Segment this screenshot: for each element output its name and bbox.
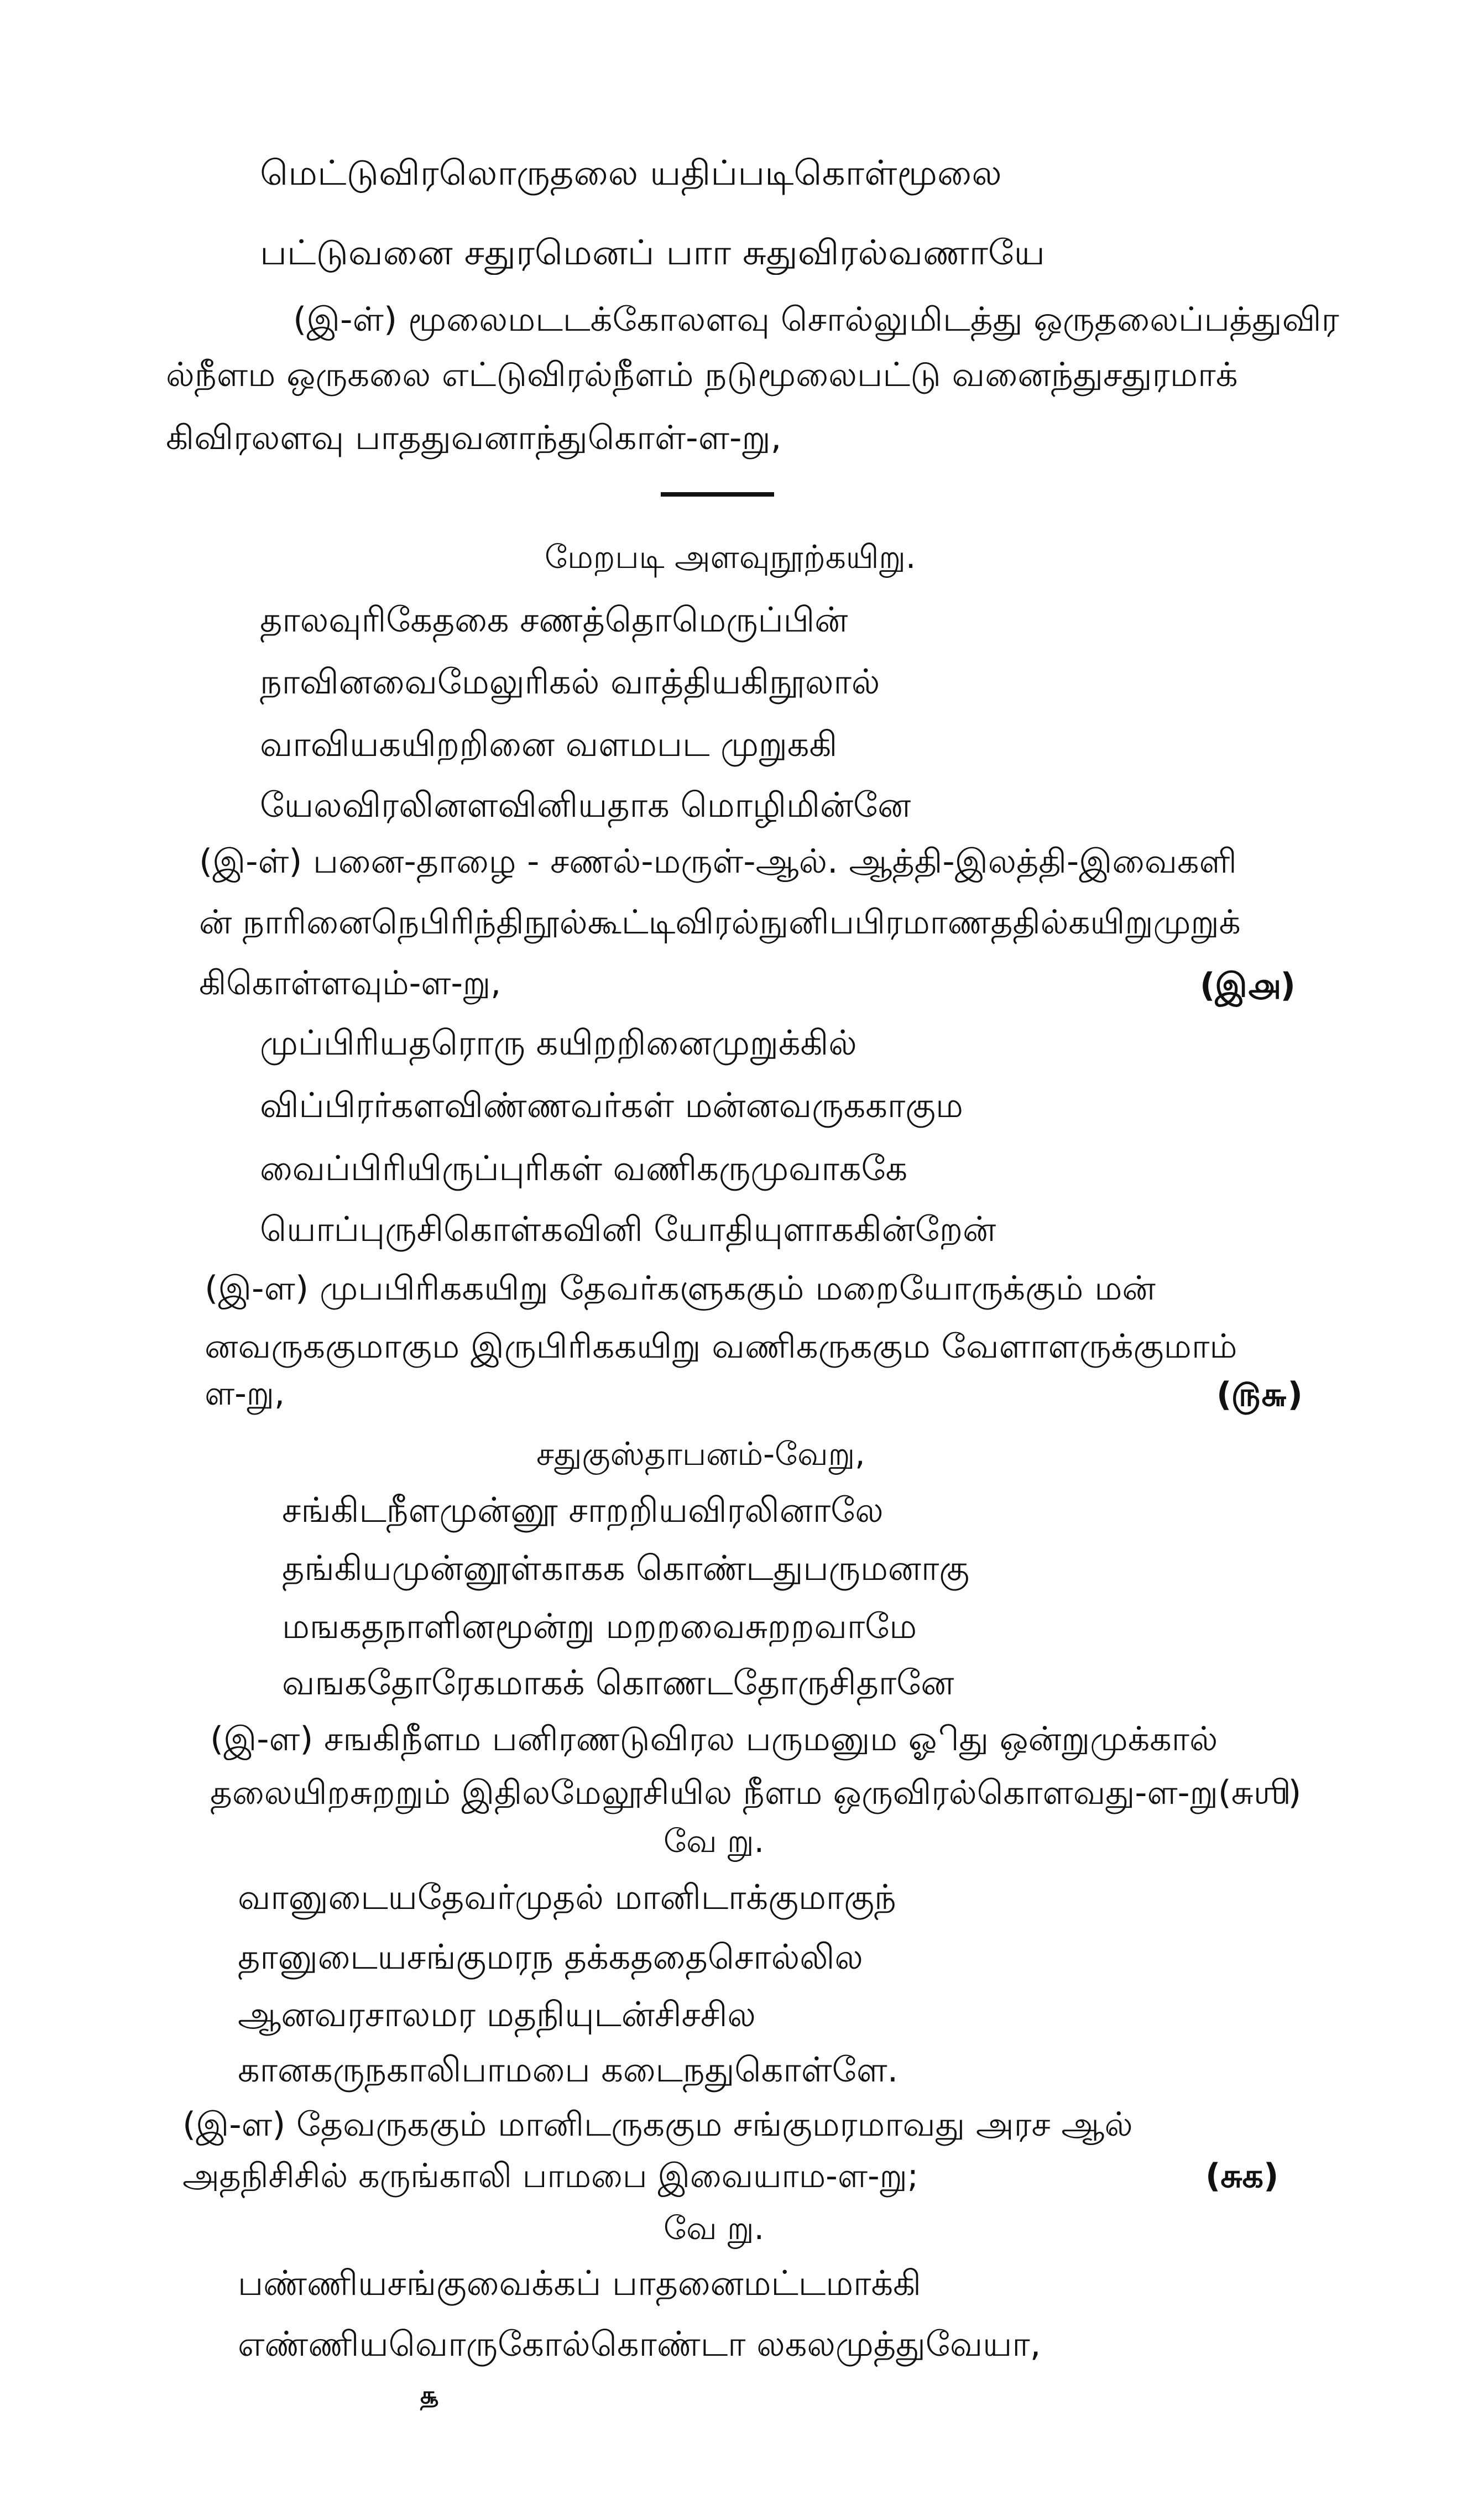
verse-line: யொப்புருசிகொள்கவினி யோதியுளாககின்றேன்	[260, 1209, 996, 1249]
verse-line: பட்டுவனை சதுரமெனப் பாா சுதுவிரல்வணாயே	[260, 232, 1045, 273]
verse-line: மெட்டுவிரலொருதலை யதிப்படிகொள்மூலை	[260, 153, 1002, 193]
verse-line: ஆனவரசாலமர மதநியுடன்சிசசில	[238, 1994, 756, 2034]
verse-line: வைப்பிரியிருப்புரிகள் வணிகருமுவாககே	[260, 1148, 908, 1188]
section-heading: வே று.	[664, 2209, 765, 2247]
section-heading: மேறபடி அளவுநூற்கயிறு.	[545, 538, 916, 576]
gloss-line: (இ-ள்) மூலைமடடக்கோலளவு சொல்லுமிடத்து ஒருதலைப்பத்துவிர	[293, 300, 1339, 339]
verse-line: முப்பிரியதரொரு கயிறறினைமுறுக்கில்	[260, 1022, 857, 1063]
gloss-line: (இ-ள) தேவருககும் மானிடருககும சங்குமரமாவது அரச ஆல்	[182, 2105, 1133, 2144]
verse-line: வஙகதோரேகமாகக் கொணடதோருசிதானே	[282, 1662, 954, 1703]
gloss-line: கிவிரலளவு பாததுவனாந்துகொள்-ள-று,	[166, 419, 782, 457]
verse-line: யேலவிரலினளவினியதாக மொழிமின்னே	[260, 785, 911, 825]
verse-line: பண்ணியசங்குவைக்கப் பாதனைமட்டமாக்கி	[238, 2263, 921, 2303]
verse-line: விப்பிரர்களவிண்ணவர்கள் மன்னவருககாகும	[260, 1085, 963, 1125]
gloss-line: ள-று,	[205, 1374, 285, 1413]
gloss-line: னவருககுமாகும இருபிரிககயிறு வணிகருககும வேளாளருக்குமாம்	[205, 1327, 1237, 1366]
verse-number: (சுக)	[1205, 2157, 1279, 2195]
gloss-line: ன் நாரினைநெபிரிந்திநூல்கூட்டிவிரல்நுனிபபிரமாணததில்கயிறுமுறுக்	[199, 903, 1241, 942]
verse-number: (இ௮)	[1200, 966, 1296, 1005]
verse-line: தங்கியமுன்னூள்காகக கொண்டதுபருமனாகு	[282, 1548, 970, 1588]
verse-number: (௫௬)	[1216, 1375, 1303, 1414]
verse-line: வாவியகயிறறினை வளமபட முறுககி	[260, 724, 838, 764]
verse-line: சங்கிடநீளமுன்னூ சாறறியவிரலினாலே	[282, 1490, 884, 1530]
verse-line: தாலவுரிகேதகை சணத்தொமெருப்பின்	[260, 599, 848, 640]
gloss-line: (இ-ள) சஙகிநீளம பனிரணடுவிரல பருமனும ஓிது ஒன்றுமுக்கால்	[210, 1720, 1218, 1759]
gloss-line: கிகொள்ளவும்-ள-று,	[199, 964, 502, 1003]
gloss-line: அதநிசிசில் கருங்காலி பாமபை இவையாம-ள-று;	[182, 2157, 918, 2195]
gloss-line: ல்நீளம ஒருகலை எட்டுவிரல்நீளம் நடுமூலைபட்டு வனைந்துசதுரமாக்	[166, 356, 1238, 394]
section-divider	[661, 492, 774, 497]
section-heading: வே று.	[664, 1822, 765, 1860]
verse-line: எண்ணியவொருகோல்கொண்டா லகலமுத்துவேயா,	[238, 2324, 1041, 2364]
gloss-line: (இ-ள்) பனை-தாழை - சணல்-மருள்-ஆல். ஆத்தி-இலத்தி-இவைகளி	[199, 842, 1237, 881]
verse-line: கானகருநகாலிபாமபை கடைநதுகொள்ளே.	[238, 2049, 899, 2090]
verse-line: நாவினவைமேலுரிகல் வாத்தியகிநூலால்	[260, 661, 880, 702]
gloss-line: (இ-ள) முபபிரிககயிறு தேவர்களுககும் மறையோருக்கும் மன்	[205, 1269, 1156, 1308]
gloss-line: தலையிறசுறறும் இதிலமேலூசியில நீளம ஒருவிரல்கொளவது-ள-று(சுஶி)	[210, 1773, 1302, 1812]
section-heading: சதுகுஸ்தாபனம்-வேறு,	[536, 1435, 865, 1473]
footer-mark: ௲	[420, 2381, 438, 2409]
verse-line: வானுடையதேவர்முதல் மானிடாக்குமாகுந்	[238, 1877, 896, 1917]
verse-line: தானுடையசங்குமரந தக்கததைசொல்லில	[238, 1937, 863, 1977]
verse-line: மஙகதநாளினமூன்று மறறவைசுறறவாமே	[282, 1606, 917, 1646]
